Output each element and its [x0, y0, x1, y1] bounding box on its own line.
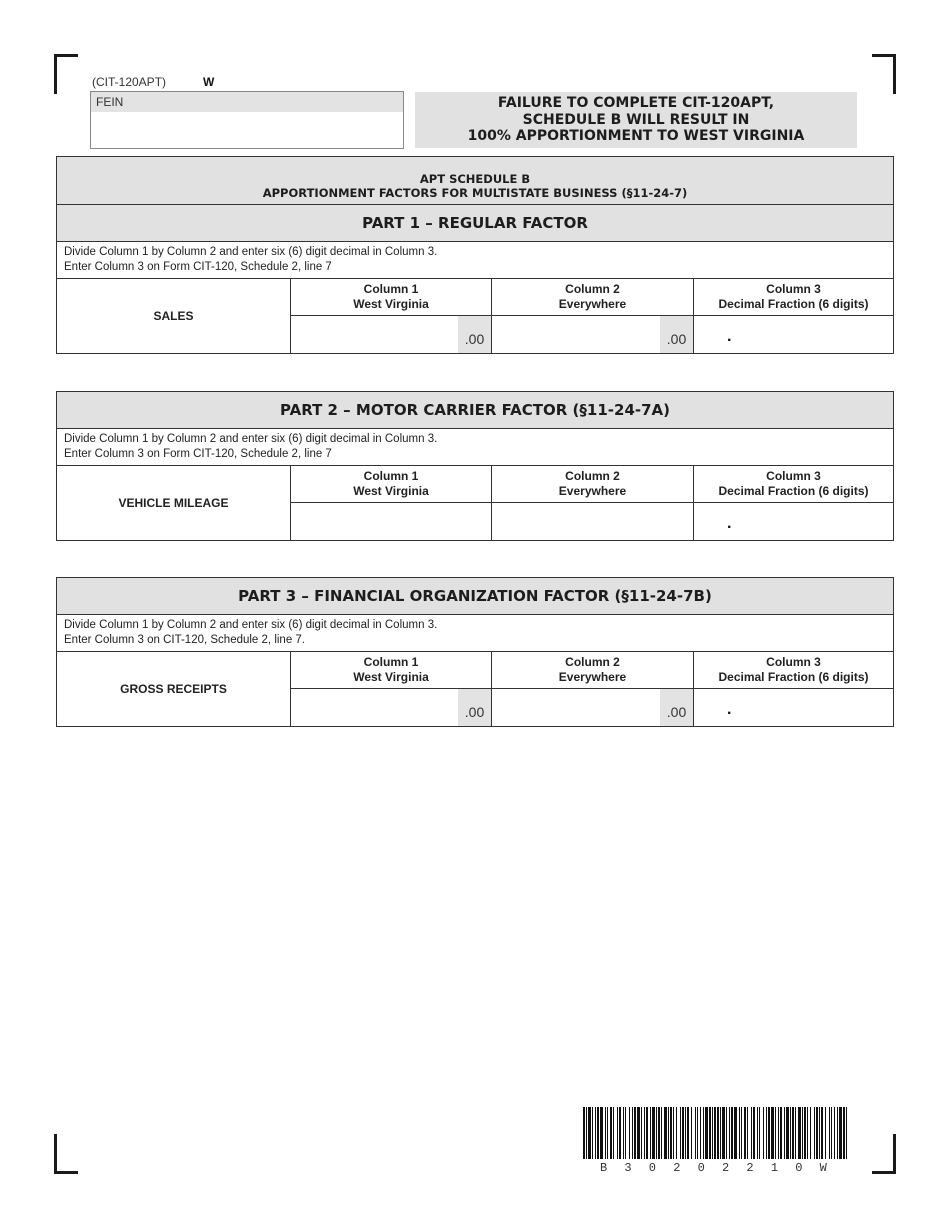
fein-field-box: [90, 91, 404, 149]
column-3-title: Column 3: [766, 655, 821, 669]
registration-mark-bottom-left: [54, 1134, 78, 1174]
barcode-bar: [586, 1107, 587, 1159]
barcode-bar: [720, 1107, 721, 1159]
part3-instruction-line-2: Enter Column 3 on CIT-120, Schedule 2, line 7.: [64, 634, 306, 646]
fein-input[interactable]: [91, 112, 403, 148]
part3-section: [56, 577, 894, 727]
barcode-bar: [613, 1107, 614, 1159]
column-2-header: [492, 652, 693, 689]
barcode-bar: [617, 1107, 618, 1159]
part1-column-2: [492, 279, 694, 353]
barcode-bar: [759, 1107, 760, 1159]
barcode-bar: [687, 1107, 689, 1159]
barcode-bar: [722, 1107, 725, 1159]
column-1-title: Column 1: [363, 282, 419, 296]
barcode-bar: [784, 1107, 785, 1159]
column-2-subtitle: Everywhere: [558, 670, 627, 684]
part3-row-label: GROSS RECEIPTS: [57, 652, 291, 726]
barcode-bar: [685, 1107, 686, 1159]
barcode-bar: [680, 1107, 681, 1159]
barcode-bar: [780, 1107, 782, 1159]
barcode-bar: [821, 1107, 823, 1159]
cents-suffix: .00: [660, 316, 693, 353]
part1-decimal-fraction-input[interactable]: [694, 316, 893, 353]
part3-title: PART 3 – FINANCIAL ORGANIZATION FACTOR (§11-24-7B): [57, 578, 893, 615]
barcode-bar: [729, 1107, 730, 1159]
barcode-bar: [623, 1107, 624, 1159]
barcode-bar: [705, 1107, 708, 1159]
barcode-bar: [703, 1107, 704, 1159]
warning-line-2: SCHEDULE B WILL RESULT IN: [522, 111, 750, 128]
barcode-bar: [843, 1107, 845, 1159]
barcode-bar: [717, 1107, 719, 1159]
part3-receipts-wv-input[interactable]: [291, 689, 491, 726]
warning-line-1: FAILURE TO COMPLETE CIT-120APT,: [497, 95, 775, 111]
barcode-bar: [757, 1107, 758, 1159]
barcode-bar: [641, 1107, 642, 1159]
part2-column-3: [694, 466, 893, 540]
part1-instruction-line-2: Enter Column 3 on Form CIT-120, Schedule 2, line 7: [64, 261, 332, 273]
part1-column-1: [291, 279, 492, 353]
column-3-title: Column 3: [766, 282, 821, 296]
column-3-header: [694, 652, 893, 689]
barcode-bar: [802, 1107, 803, 1159]
barcode-bar: [747, 1107, 748, 1159]
barcode-bar: [829, 1107, 830, 1159]
part1-title: PART 1 – REGULAR FACTOR: [57, 205, 893, 242]
column-1-title: Column 1: [363, 655, 419, 669]
part3-column-1: [291, 652, 492, 726]
part3-decimal-fraction-input[interactable]: [694, 689, 893, 726]
form-suffix: W: [203, 75, 215, 89]
barcode-bar: [825, 1107, 826, 1159]
part3-grid: [57, 652, 893, 726]
fein-label: FEIN: [91, 92, 403, 112]
barcode-bar: [726, 1107, 727, 1159]
part2-mileage-everywhere-input[interactable]: [492, 503, 693, 540]
part1-row-label: SALES: [57, 279, 291, 353]
part3-instructions: [57, 615, 893, 652]
schedule-title: APT SCHEDULE B: [419, 172, 531, 186]
barcode-bar: [741, 1107, 742, 1159]
column-3-subtitle: Decimal Fraction (6 digits): [718, 670, 869, 684]
column-1-subtitle: West Virginia: [353, 297, 429, 311]
barcode-bar: [583, 1107, 585, 1159]
barcode-bar: [814, 1107, 815, 1159]
column-3-header: [694, 279, 893, 316]
barcode-bar: [775, 1107, 776, 1159]
apportionment-warning: [415, 92, 857, 148]
decimal-point: .: [727, 515, 732, 532]
barcode-bar: [632, 1107, 633, 1159]
barcode-bar: [673, 1107, 674, 1159]
column-2-subtitle: Everywhere: [558, 484, 627, 498]
barcode-bar: [634, 1107, 636, 1159]
barcode-bar: [734, 1107, 737, 1159]
part1-sales-wv-input[interactable]: [291, 316, 491, 353]
column-1-header: [291, 279, 491, 316]
barcode-bar: [592, 1107, 593, 1159]
column-2-header: [492, 466, 693, 503]
part2-row-label: VEHICLE MILEAGE: [57, 466, 291, 540]
column-1-header: [291, 466, 491, 503]
part1-grid: [57, 279, 893, 353]
barcode-bar: [625, 1107, 626, 1159]
barcode-bar: [786, 1107, 789, 1159]
schedule-header: [57, 157, 893, 205]
barcode-bar: [695, 1107, 696, 1159]
barcode-bar: [831, 1107, 832, 1159]
barcode-bar: [837, 1107, 838, 1159]
part3-column-2: [492, 652, 694, 726]
barcode-bar: [664, 1107, 667, 1159]
decimal-point: .: [727, 701, 732, 718]
registration-mark-bottom-right: [872, 1134, 896, 1174]
barcode-bar: [771, 1107, 774, 1159]
registration-mark-top-left: [54, 54, 78, 94]
part3-instruction-line-1: Divide Column 1 by Column 2 and enter six (6) digit decimal in Column 3.: [64, 619, 438, 631]
part2-decimal-fraction-input[interactable]: [694, 503, 893, 540]
barcode-bar: [804, 1107, 806, 1159]
barcode-bar: [595, 1107, 596, 1159]
barcode-bar: [650, 1107, 651, 1159]
part2-title: PART 2 – MOTOR CARRIER FACTOR (§11-24-7A): [57, 392, 893, 429]
barcode-bar: [682, 1107, 684, 1159]
barcode-text: B 3 0 2 0 2 2 1 0 W: [600, 1161, 829, 1175]
barcode-bar: [607, 1107, 608, 1159]
part1-instructions: [57, 242, 893, 279]
column-1-title: Column 1: [363, 469, 419, 483]
column-3-subtitle: Decimal Fraction (6 digits): [718, 297, 869, 311]
schedule-subtitle: APPORTIONMENT FACTORS FOR MULTISTATE BUSINESS (§11-24-7): [262, 186, 688, 200]
barcode-bar: [610, 1107, 612, 1159]
column-1-subtitle: West Virginia: [353, 670, 429, 684]
barcode-bar: [744, 1107, 746, 1159]
barcode-bar: [700, 1107, 701, 1159]
warning-line-3: 100% APPORTIONMENT TO WEST VIRGINIA: [467, 128, 805, 144]
barcode-bar: [795, 1107, 796, 1159]
part2-instruction-line-1: Divide Column 1 by Column 2 and enter six (6) digit decimal in Column 3.: [64, 433, 438, 445]
barcode-bar: [766, 1107, 767, 1159]
barcode-bar: [751, 1107, 752, 1159]
barcode-bar: [807, 1107, 808, 1159]
cents-suffix: .00: [458, 689, 491, 726]
registration-mark-top-right: [872, 54, 896, 94]
barcode-bar: [597, 1107, 599, 1159]
column-2-header: [492, 279, 693, 316]
column-3-subtitle: Decimal Fraction (6 digits): [718, 484, 869, 498]
part1-instruction-line-1: Divide Column 1 by Column 2 and enter six (6) digit decimal in Column 3.: [64, 246, 438, 258]
column-2-title: Column 2: [565, 655, 620, 669]
barcode-bar: [691, 1107, 692, 1159]
barcode-bar: [792, 1107, 794, 1159]
barcode-bar: [658, 1107, 660, 1159]
part2-instruction-line-2: Enter Column 3 on Form CIT-120, Schedule 2, line 7: [64, 448, 332, 460]
barcode-bar: [670, 1107, 672, 1159]
barcode-bar: [778, 1107, 779, 1159]
barcode-bar: [637, 1107, 640, 1159]
part2-grid: [57, 466, 893, 540]
part1-section: [56, 156, 894, 354]
barcode-bar: [588, 1107, 591, 1159]
barcode-bar: [709, 1107, 711, 1159]
barcode-bar: [816, 1107, 818, 1159]
barcode-bar: [739, 1107, 740, 1159]
barcode-bar: [810, 1107, 811, 1159]
part3-receipts-everywhere-input[interactable]: [492, 689, 693, 726]
barcode-bar: [656, 1107, 657, 1159]
column-3-title: Column 3: [766, 469, 821, 483]
part2-column-2: [492, 466, 694, 540]
barcode-bar: [676, 1107, 677, 1159]
barcode-bar: [646, 1107, 648, 1159]
barcode-bar: [798, 1107, 801, 1159]
barcode-bar: [697, 1107, 698, 1159]
part3-column-3: [694, 652, 893, 726]
column-2-title: Column 2: [565, 469, 620, 483]
cents-suffix: .00: [458, 316, 491, 353]
barcode-bar: [668, 1107, 669, 1159]
barcode-bar: [846, 1107, 847, 1159]
barcode-bar: [629, 1107, 630, 1159]
decimal-point: .: [727, 328, 732, 345]
part1-column-3: [694, 279, 893, 353]
part2-column-1: [291, 466, 492, 540]
barcode-bar: [819, 1107, 820, 1159]
part2-instructions: [57, 429, 893, 466]
barcode-bar: [753, 1107, 755, 1159]
part1-sales-everywhere-input[interactable]: [492, 316, 693, 353]
barcode-bar: [605, 1107, 606, 1159]
barcode-bar: [790, 1107, 791, 1159]
barcode-bar: [731, 1107, 733, 1159]
form-code: (CIT-120APT): [92, 75, 167, 89]
barcode-bar: [768, 1107, 770, 1159]
barcode-bar: [712, 1107, 713, 1159]
barcode-bar: [714, 1107, 716, 1159]
column-2-subtitle: Everywhere: [558, 297, 627, 311]
part2-section: [56, 391, 894, 541]
barcode-bar: [652, 1107, 655, 1159]
barcode-bar: [763, 1107, 764, 1159]
column-1-header: [291, 652, 491, 689]
barcode-bar: [661, 1107, 662, 1159]
barcode-image: [583, 1107, 848, 1159]
cents-suffix: .00: [660, 689, 693, 726]
part2-mileage-wv-input[interactable]: [291, 503, 491, 540]
column-3-header: [694, 466, 893, 503]
column-1-subtitle: West Virginia: [353, 484, 429, 498]
barcode-bar: [600, 1107, 603, 1159]
barcode-bar: [839, 1107, 842, 1159]
barcode-bar: [644, 1107, 645, 1159]
barcode-bar: [619, 1107, 621, 1159]
column-2-title: Column 2: [565, 282, 620, 296]
barcode-bar: [834, 1107, 835, 1159]
